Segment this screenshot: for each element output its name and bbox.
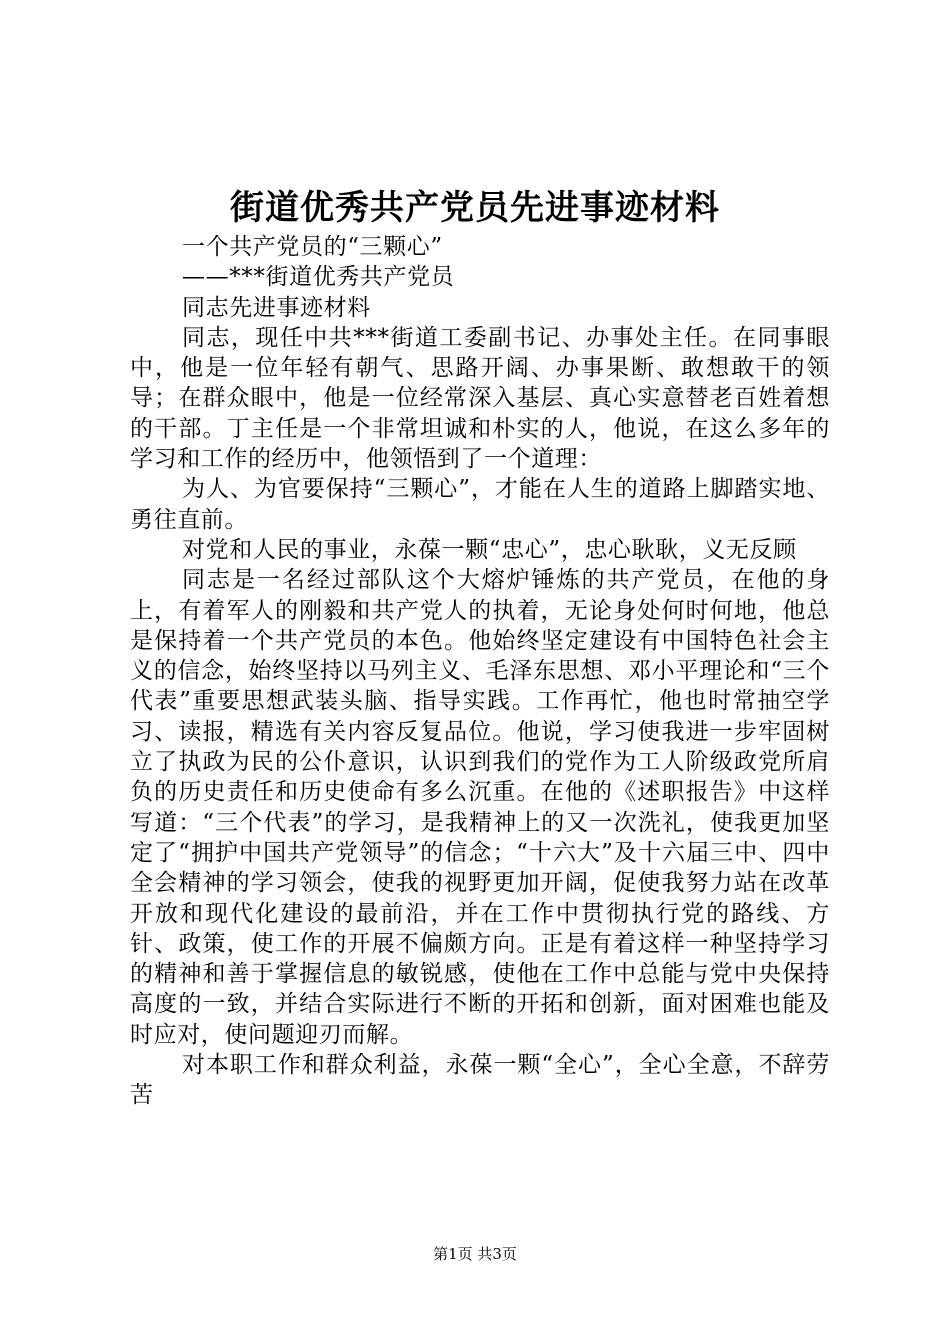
paragraph-three-hearts: 为人、为官要保持“三颗心”，才能在人生的道路上脚踏实地、勇往直前。 [130,476,830,533]
paragraph-section-heading-whole: 对本职工作和群众利益，永葆一颗“全心”，全心全意，不辞劳苦 [130,1052,830,1109]
document-body [130,232,830,1111]
paragraph-section-heading-loyal: 对党和人民的事业，永葆一颗“忠心”，忠心耿耿，义无反顾 [182,536,797,563]
document-title: 街道优秀共产党员先进事迹材料 [230,188,720,228]
paragraph-loyal-detail: 同志是一名经过部队这个大熔炉锤炼的共产党员，在他的身上，有着军人的刚毅和共产党人的执着，无论身处何时何地，他总是保持着一个共产党员的本色。他始终坚定建设有中国特色社会主义的信念，始终坚持以马列主义、毛泽东思想、邓小平理论和“三个代表”重要思想武装头脑、指导实践。工作再忙，他也时常抽空学习、读报，精选有关内容反复品位。他说，学习使我进一步牢固树立了执政为民的公仆意识，认识到我们的党作为工人阶级政党所肩负的历史责任和历史使命有多么沉重。在他的《述职报告》中这样写道：“三个代表”的学习，是我精神上的又一次洗礼，使我更加坚定了“拥护中国共产党领导”的信念；“十六大”及十六届三中、四中全会精神的学习领会，使我的视野更加开阔，促使我努力站在改革开放和现代化建设的最前沿，并在工作中贯彻执行党的路线、方针、政策，使工作的开展不偏颇方向。正是有着这样一种坚持学习的精神和善于掌握信息的敏锐感，使他在工作中总能与党中央保持高度的一致，并结合实际进行不断的开拓和创新，面对困难也能及时应对，使问题迎刃而解。 [130,567,830,1048]
paragraph-intro: 同志，现任中共***街道工委副书记、办事处主任。在同事眼中，他是一位年轻有朝气、思路开阔、办事果断、敢想敢干的领导；在群众眼中，他是一位经常深入基层、真心实意替老百姓着想的干部。丁主任是一个非常坦诚和朴实的人，他说，在这么多年的学习和工作的经历中，他领悟到了一个道理： [130,324,830,473]
paragraph-subtitle-line-2: ——***街道优秀共产党员 [182,264,455,291]
page-footer: 第1页 共3页 [433,1245,517,1263]
paragraph-subtitle-line-3: 同志先进事迹材料 [182,294,371,321]
paragraph-subtitle: 一个共产党员的“三颗心” [182,234,443,260]
